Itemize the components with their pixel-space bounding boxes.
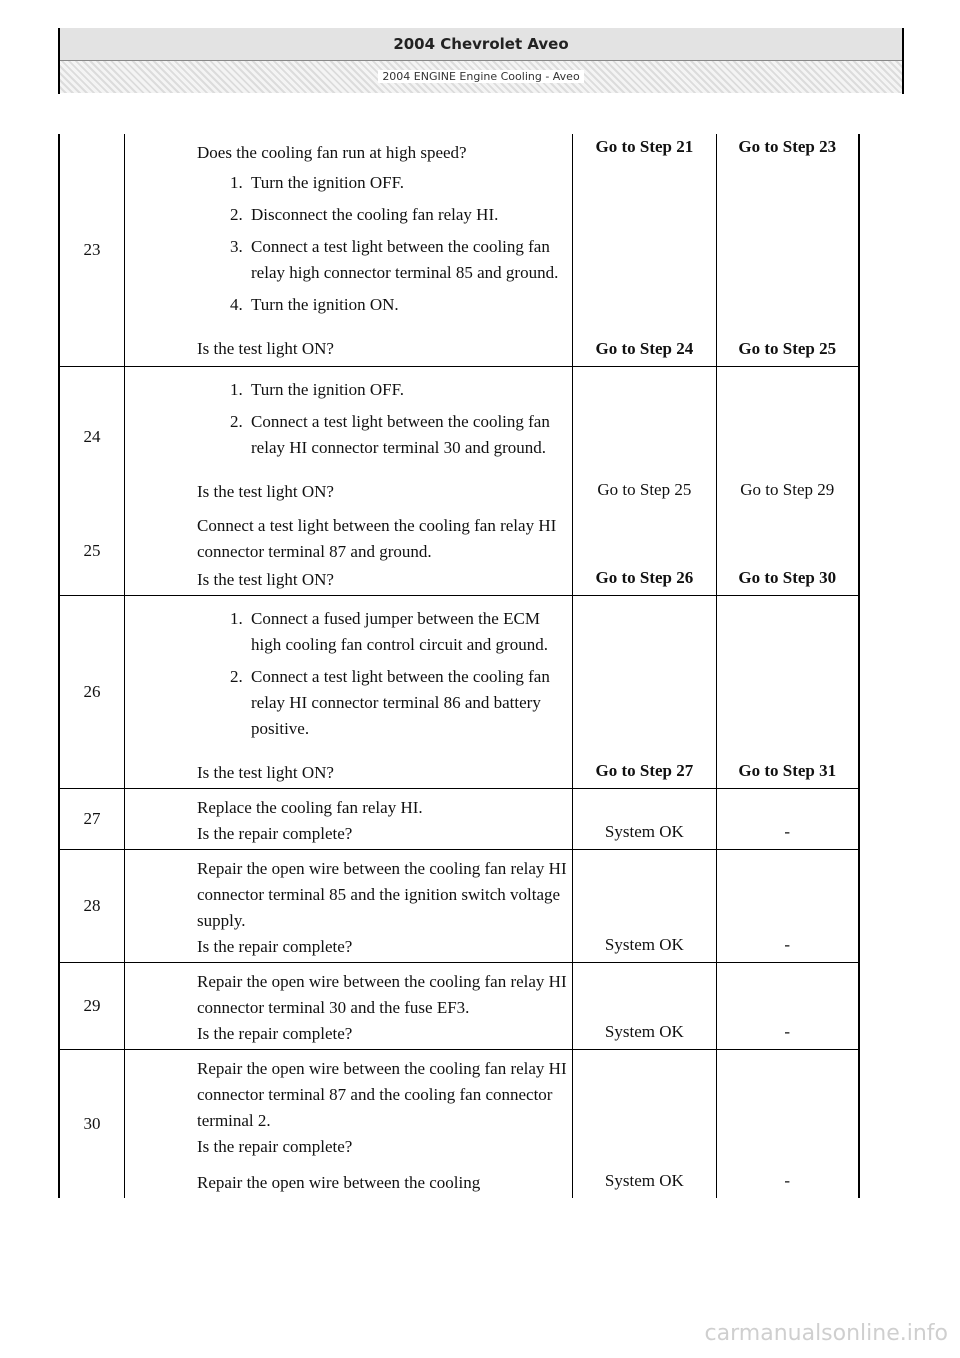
header-title: 2004 Chevrolet Aveo — [60, 28, 902, 61]
no-cell — [716, 367, 859, 508]
action-cell — [125, 850, 573, 963]
no-value: - — [784, 1171, 791, 1190]
action-cell — [125, 507, 573, 596]
action-text: Replace the cooling fan relay HI. — [197, 798, 423, 817]
yes-cell — [573, 596, 716, 789]
yes-link[interactable]: System OK — [604, 822, 684, 841]
no-cell — [716, 1050, 859, 1199]
yes-cell — [573, 134, 716, 367]
action-cell — [125, 596, 573, 789]
table-row — [59, 134, 859, 367]
action-list — [197, 170, 568, 318]
question: Is the test light ON? — [197, 482, 334, 501]
yes-link[interactable]: System OK — [604, 1022, 684, 1041]
question: Is the test light ON? — [197, 570, 334, 589]
no-cell — [716, 850, 859, 963]
question: Is the repair complete? — [197, 824, 353, 843]
diagnostic-table — [58, 134, 860, 1198]
action-text: Repair the open wire between the cooling fan relay HI connector terminal 87 and the cooling fan connector terminal 2. — [197, 1059, 567, 1130]
no-value: - — [784, 822, 791, 841]
action-cell — [125, 789, 573, 850]
question: Is the test light ON? — [197, 763, 334, 782]
no-cell — [716, 789, 859, 850]
question: Is the test light ON? — [197, 339, 334, 358]
yes-cell — [573, 963, 716, 1050]
action-text: Repair the open wire between the cooling fan relay HI connector terminal 85 and the ignition switch voltage supply. — [197, 859, 567, 930]
pre-question: Does the cooling fan run at high speed? — [197, 143, 467, 162]
yes-cell — [573, 367, 716, 508]
table-row — [59, 596, 859, 789]
action-list — [197, 377, 568, 461]
action-cell — [125, 963, 573, 1050]
table-row — [59, 850, 859, 963]
no-cell — [716, 134, 859, 367]
table-row — [59, 789, 859, 850]
table-row — [59, 507, 859, 596]
step-number: 24 — [59, 367, 125, 508]
no-link[interactable]: Go to Step 31 — [738, 761, 837, 780]
step-number: 25 — [59, 507, 125, 596]
step-number: 30 — [59, 1050, 125, 1199]
yes-link[interactable]: System OK — [604, 935, 684, 954]
list-item: 1. Turn the ignition OFF. — [247, 377, 568, 403]
no-value: - — [784, 935, 791, 954]
no-link[interactable]: Go to Step 25 — [738, 339, 837, 358]
list-item: 2. Connect a test light between the cooling fan relay HI connector terminal 86 and battery positive. — [247, 664, 568, 742]
no-value: - — [784, 1022, 791, 1041]
action-cell — [125, 1050, 573, 1199]
list-item: 1. Turn the ignition OFF. — [247, 170, 568, 196]
list-item: 2. Disconnect the cooling fan relay HI. — [247, 202, 568, 228]
step-number: 26 — [59, 596, 125, 789]
trailing-text: Repair the open wire between the cooling — [197, 1173, 481, 1192]
question: Is the repair complete? — [197, 937, 353, 956]
yes-link[interactable]: Go to Step 21 — [595, 137, 694, 156]
question: Is the repair complete? — [197, 1137, 353, 1156]
table-row — [59, 1050, 859, 1199]
step-number: 27 — [59, 789, 125, 850]
list-item: 2. Connect a test light between the cooling fan relay HI connector terminal 30 and ground. — [247, 409, 568, 461]
table-row — [59, 963, 859, 1050]
yes-cell — [573, 850, 716, 963]
page-header — [58, 28, 904, 94]
yes-cell — [573, 507, 716, 596]
action-cell — [125, 134, 573, 367]
action-text: Connect a test light between the cooling fan relay HI connector terminal 87 and ground. — [197, 516, 557, 561]
table-row — [59, 367, 859, 508]
yes-link[interactable]: Go to Step 27 — [595, 761, 694, 780]
yes-link[interactable]: Go to Step 24 — [595, 339, 694, 358]
list-item: 4. Turn the ignition ON. — [247, 292, 568, 318]
no-link[interactable]: Go to Step 30 — [738, 568, 837, 587]
header-subtitle: 2004 ENGINE Engine Cooling - Aveo — [378, 70, 583, 83]
list-item: 1. Connect a fused jumper between the ECM high cooling fan control circuit and ground. — [247, 606, 568, 658]
step-number: 23 — [59, 134, 125, 367]
no-cell — [716, 596, 859, 789]
yes-cell — [573, 789, 716, 850]
action-list — [197, 606, 568, 742]
no-link[interactable]: Go to Step 29 — [740, 480, 835, 499]
action-cell — [125, 367, 573, 508]
yes-link[interactable]: Go to Step 25 — [597, 480, 692, 499]
no-link[interactable]: Go to Step 23 — [738, 137, 837, 156]
yes-link[interactable]: System OK — [604, 1171, 684, 1190]
yes-link[interactable]: Go to Step 26 — [595, 568, 694, 587]
yes-cell — [573, 1050, 716, 1199]
question: Is the repair complete? — [197, 1024, 353, 1043]
header-subtitle-bar — [60, 61, 902, 93]
no-cell — [716, 963, 859, 1050]
no-cell — [716, 507, 859, 596]
step-number: 28 — [59, 850, 125, 963]
watermark: carmanualsonline.info — [704, 1321, 948, 1346]
list-item: 3. Connect a test light between the cooling fan relay high connector terminal 85 and ground. — [247, 234, 568, 286]
action-text: Repair the open wire between the cooling fan relay HI connector terminal 30 and the fuse EF3. — [197, 972, 567, 1017]
step-number: 29 — [59, 963, 125, 1050]
